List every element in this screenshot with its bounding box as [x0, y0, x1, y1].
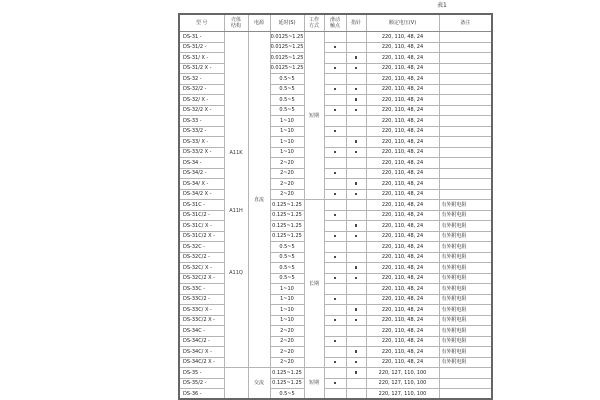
delay-cell: 2~20 — [270, 189, 304, 200]
pointer-marker — [355, 140, 358, 143]
delay-cell: 1~10 — [270, 126, 304, 137]
remark-cell: 有外附电阻 — [439, 252, 492, 263]
remark-cell: 有外附电阻 — [439, 357, 492, 368]
work-mode-cell: 长期 — [304, 200, 324, 368]
sliding-contact-marker — [334, 214, 337, 217]
voltage-cell: 220, 110, 48, 24 — [366, 53, 439, 64]
case-structure-label: A11Q — [229, 270, 243, 276]
voltage-cell: 220, 110, 48, 24 — [366, 63, 439, 74]
model-cell: DS-34C/ X - — [179, 347, 224, 358]
sliding-contact-cell — [324, 273, 346, 284]
header-rated-voltage: 额定电压(V) — [366, 14, 439, 32]
sliding-contact-cell — [324, 378, 346, 389]
sliding-contact-marker — [334, 67, 337, 70]
sliding-contact-cell — [324, 126, 346, 137]
pointer-cell — [346, 126, 366, 137]
sliding-contact-cell — [324, 326, 346, 337]
sliding-contact-cell — [324, 74, 346, 85]
model-cell: DS-35/2 - — [179, 378, 224, 389]
sliding-contact-marker — [334, 340, 337, 343]
pointer-cell — [346, 147, 366, 158]
model-cell: DS-31C/2 X - — [179, 231, 224, 242]
voltage-cell: 220, 110, 48, 24 — [366, 210, 439, 221]
voltage-cell: 220, 127, 110, 100 — [366, 378, 439, 389]
sliding-contact-marker — [334, 46, 337, 49]
sliding-contact-cell — [324, 221, 346, 232]
pointer-cell — [346, 53, 366, 64]
voltage-cell: 220, 110, 48, 24 — [366, 32, 439, 43]
model-cell: DS-31C - — [179, 200, 224, 211]
remark-cell: 有外附电阻 — [439, 200, 492, 211]
remark-cell — [439, 368, 492, 379]
pointer-cell — [346, 137, 366, 148]
remark-cell — [439, 378, 492, 389]
pointer-cell — [346, 389, 366, 400]
delay-cell: 1~10 — [270, 147, 304, 158]
delay-cell: 0.5~5 — [270, 105, 304, 116]
model-cell: DS-34C/2 X - — [179, 357, 224, 368]
pointer-marker — [355, 182, 358, 185]
pointer-cell — [346, 284, 366, 295]
model-cell: DS-33/2 X - — [179, 147, 224, 158]
delay-cell: 1~10 — [270, 137, 304, 148]
sliding-contact-cell — [324, 315, 346, 326]
voltage-cell: 220, 110, 48, 24 — [366, 74, 439, 85]
delay-cell: 2~20 — [270, 347, 304, 358]
voltage-cell: 220, 110, 48, 24 — [366, 95, 439, 106]
model-cell: DS-32C - — [179, 242, 224, 253]
pointer-marker — [355, 277, 358, 280]
work-mode-cell: 短期 — [304, 32, 324, 200]
remark-cell — [439, 74, 492, 85]
header-case-structure: 壳体 结构 — [224, 14, 248, 32]
sliding-contact-cell — [324, 263, 346, 274]
voltage-cell: 220, 110, 48, 24 — [366, 347, 439, 358]
delay-cell: 0.0125~1.25 — [270, 63, 304, 74]
pointer-cell — [346, 105, 366, 116]
voltage-cell: 220, 110, 48, 24 — [366, 252, 439, 263]
remark-cell — [439, 189, 492, 200]
sliding-contact-cell — [324, 116, 346, 127]
delay-cell: 0.5~5 — [270, 84, 304, 95]
voltage-cell: 220, 110, 48, 24 — [366, 137, 439, 148]
model-cell: DS-31 - — [179, 32, 224, 43]
remark-cell: 有外附电阻 — [439, 326, 492, 337]
remark-cell — [439, 105, 492, 116]
model-cell: DS-32 - — [179, 74, 224, 85]
sliding-contact-marker — [334, 382, 337, 385]
model-cell: DS-32C/ X - — [179, 263, 224, 274]
header-remarks: 备注 — [439, 14, 492, 32]
remark-cell — [439, 53, 492, 64]
sliding-contact-cell — [324, 231, 346, 242]
table-header — [179, 14, 492, 32]
pointer-cell — [346, 179, 366, 190]
model-cell: DS-33C/ X - — [179, 305, 224, 316]
model-cell: DS-31/2 - — [179, 42, 224, 53]
voltage-cell: 220, 110, 48, 24 — [366, 179, 439, 190]
sliding-contact-marker — [334, 235, 337, 238]
voltage-cell: 220, 110, 48, 24 — [366, 42, 439, 53]
sliding-contact-cell — [324, 336, 346, 347]
delay-cell: 1~10 — [270, 294, 304, 305]
sliding-contact-cell — [324, 168, 346, 179]
pointer-cell — [346, 84, 366, 95]
remark-cell — [439, 389, 492, 400]
pointer-cell — [346, 263, 366, 274]
voltage-cell: 220, 110, 48, 24 — [366, 305, 439, 316]
remark-cell — [439, 95, 492, 106]
sliding-contact-cell — [324, 158, 346, 169]
pointer-cell — [346, 95, 366, 106]
pointer-marker — [355, 56, 358, 59]
pointer-marker — [355, 88, 358, 91]
model-cell: DS-33C/2 - — [179, 294, 224, 305]
pointer-cell — [346, 368, 366, 379]
power-cell: 直流 — [248, 32, 270, 368]
voltage-cell: 220, 110, 48, 24 — [366, 263, 439, 274]
delay-cell: 0.125~1.25 — [270, 221, 304, 232]
remark-cell: 有外附电阻 — [439, 242, 492, 253]
pointer-cell — [346, 32, 366, 43]
model-cell: DS-32C/2 X - — [179, 273, 224, 284]
sliding-contact-marker — [334, 298, 337, 301]
pointer-marker — [355, 361, 358, 364]
voltage-cell: 220, 110, 48, 24 — [366, 231, 439, 242]
delay-cell: 2~20 — [270, 158, 304, 169]
delay-cell: 0.125~1.25 — [270, 378, 304, 389]
voltage-cell: 220, 110, 48, 24 — [366, 221, 439, 232]
pointer-cell — [346, 242, 366, 253]
sliding-contact-marker — [334, 193, 337, 196]
remark-cell — [439, 42, 492, 53]
sliding-contact-cell — [324, 368, 346, 379]
delay-cell: 0.5~5 — [270, 95, 304, 106]
remark-cell: 有外附电阻 — [439, 284, 492, 295]
delay-cell: 2~20 — [270, 357, 304, 368]
delay-cell: 0.5~5 — [270, 263, 304, 274]
header-delay: 延时(S) — [270, 14, 304, 32]
pointer-cell — [346, 273, 366, 284]
pointer-marker — [355, 308, 358, 311]
pointer-cell — [346, 252, 366, 263]
model-cell: DS-34/2 X - — [179, 189, 224, 200]
delay-cell: 0.0125~1.25 — [270, 53, 304, 64]
delay-cell: 0.5~5 — [270, 252, 304, 263]
remark-cell — [439, 63, 492, 74]
pointer-cell — [346, 336, 366, 347]
header-work-mode: 工作 方式 — [304, 14, 324, 32]
pointer-cell — [346, 378, 366, 389]
pointer-cell — [346, 200, 366, 211]
model-cell: DS-34/2 - — [179, 168, 224, 179]
sliding-contact-cell — [324, 84, 346, 95]
pointer-cell — [346, 294, 366, 305]
remark-cell: 有外附电阻 — [439, 273, 492, 284]
sliding-contact-cell — [324, 347, 346, 358]
header-sliding-contact: 滑动 触点 — [324, 14, 346, 32]
delay-cell: 1~10 — [270, 305, 304, 316]
sliding-contact-marker — [334, 130, 337, 133]
model-cell: DS-33C/2 X - — [179, 315, 224, 326]
delay-cell: 0.5~5 — [270, 74, 304, 85]
sliding-contact-cell — [324, 147, 346, 158]
voltage-cell: 220, 110, 48, 24 — [366, 326, 439, 337]
pointer-cell — [346, 305, 366, 316]
model-cell: DS-34 - — [179, 158, 224, 169]
voltage-cell: 220, 110, 48, 24 — [366, 357, 439, 368]
voltage-cell: 220, 110, 48, 24 — [366, 315, 439, 326]
voltage-cell: 220, 110, 48, 24 — [366, 284, 439, 295]
voltage-cell: 220, 110, 48, 24 — [366, 273, 439, 284]
voltage-cell: 220, 110, 48, 24 — [366, 242, 439, 253]
sliding-contact-cell — [324, 179, 346, 190]
voltage-cell: 220, 110, 48, 24 — [366, 116, 439, 127]
sliding-contact-marker — [334, 319, 337, 322]
sliding-contact-marker — [334, 109, 337, 112]
model-cell: DS-34/ X - — [179, 179, 224, 190]
case-structure-label: A11K — [229, 150, 243, 156]
model-cell: DS-33/2 - — [179, 126, 224, 137]
remark-cell: 有外附电阻 — [439, 221, 492, 232]
pointer-marker — [355, 319, 358, 322]
voltage-cell: 220, 110, 48, 24 — [366, 336, 439, 347]
voltage-cell: 220, 110, 48, 24 — [366, 168, 439, 179]
delay-cell: 0.125~1.25 — [270, 200, 304, 211]
delay-cell: 0.5~5 — [270, 389, 304, 400]
voltage-cell: 220, 110, 48, 24 — [366, 105, 439, 116]
voltage-cell: 220, 110, 48, 24 — [366, 294, 439, 305]
model-cell: DS-32/ X - — [179, 95, 224, 106]
model-cell: DS-31/2 X - — [179, 63, 224, 74]
pointer-cell — [346, 326, 366, 337]
remark-cell — [439, 126, 492, 137]
voltage-cell: 220, 127, 110, 100 — [366, 368, 439, 379]
pointer-marker — [355, 67, 358, 70]
sliding-contact-cell — [324, 189, 346, 200]
delay-cell: 2~20 — [270, 336, 304, 347]
remark-cell — [439, 84, 492, 95]
voltage-cell: 220, 110, 48, 24 — [366, 126, 439, 137]
model-cell: DS-33 - — [179, 116, 224, 127]
delay-cell: 2~20 — [270, 168, 304, 179]
pointer-cell — [346, 347, 366, 358]
sliding-contact-marker — [334, 277, 337, 280]
remark-cell: 有外附电阻 — [439, 231, 492, 242]
remark-cell: 有外附电阻 — [439, 305, 492, 316]
sliding-contact-cell — [324, 284, 346, 295]
delay-cell: 0.5~5 — [270, 273, 304, 284]
pointer-marker — [355, 266, 358, 269]
sliding-contact-cell — [324, 200, 346, 211]
delay-cell: 0.125~1.25 — [270, 368, 304, 379]
delay-cell: 0.0125~1.25 — [270, 42, 304, 53]
pointer-cell — [346, 158, 366, 169]
pointer-marker — [355, 224, 358, 227]
pointer-marker — [355, 109, 358, 112]
sliding-contact-marker — [334, 361, 337, 364]
voltage-cell: 220, 127, 110, 100 — [366, 389, 439, 400]
model-cell: DS-33C - — [179, 284, 224, 295]
table-row — [179, 368, 492, 379]
sliding-contact-cell — [324, 95, 346, 106]
table-body — [179, 32, 492, 400]
model-cell: DS-36 - — [179, 389, 224, 400]
model-cell: DS-31C/2 - — [179, 210, 224, 221]
model-cell: DS-34C/2 - — [179, 336, 224, 347]
power-cell: 交流 — [248, 368, 270, 400]
model-cell: DS-31C/ X - — [179, 221, 224, 232]
table-row — [179, 32, 492, 43]
remark-cell — [439, 179, 492, 190]
pointer-marker — [355, 193, 358, 196]
remark-cell — [439, 137, 492, 148]
pointer-cell — [346, 42, 366, 53]
sliding-contact-cell — [324, 53, 346, 64]
pointer-cell — [346, 357, 366, 368]
voltage-cell: 220, 110, 48, 24 — [366, 200, 439, 211]
delay-cell: 0.125~1.25 — [270, 231, 304, 242]
sliding-contact-cell — [324, 242, 346, 253]
sliding-contact-cell — [324, 42, 346, 53]
header-model: 型 号 — [179, 14, 224, 32]
delay-cell: 0.5~5 — [270, 242, 304, 253]
header-power: 电源 — [248, 14, 270, 32]
remark-cell — [439, 32, 492, 43]
sliding-contact-marker — [334, 172, 337, 175]
model-cell: DS-35 - — [179, 368, 224, 379]
case-structure-cell — [224, 368, 248, 400]
remark-cell: 有外附电阻 — [439, 315, 492, 326]
remark-cell: 有外附电阻 — [439, 263, 492, 274]
remark-cell — [439, 168, 492, 179]
case-structure-cell — [224, 32, 248, 368]
pointer-cell — [346, 116, 366, 127]
voltage-cell: 220, 110, 48, 24 — [366, 147, 439, 158]
delay-cell: 1~10 — [270, 116, 304, 127]
pointer-marker — [355, 371, 358, 374]
sliding-contact-cell — [324, 305, 346, 316]
voltage-cell: 220, 110, 48, 24 — [366, 84, 439, 95]
work-mode-cell: 短期 — [304, 368, 324, 400]
remark-cell: 有外附电阻 — [439, 347, 492, 358]
voltage-cell: 220, 110, 48, 24 — [366, 189, 439, 200]
model-cell: DS-32/2 X - — [179, 105, 224, 116]
pointer-marker — [355, 235, 358, 238]
pointer-cell — [346, 63, 366, 74]
sliding-contact-marker — [334, 256, 337, 259]
sliding-contact-cell — [324, 137, 346, 148]
delay-cell: 0.0125~1.25 — [270, 32, 304, 43]
sliding-contact-cell — [324, 32, 346, 43]
remark-cell: 有外附电阻 — [439, 210, 492, 221]
sliding-contact-cell — [324, 252, 346, 263]
header-pointer: 指针 — [346, 14, 366, 32]
case-structure-label: A11H — [229, 208, 243, 214]
sliding-contact-cell — [324, 105, 346, 116]
sliding-contact-marker — [334, 88, 337, 91]
pointer-cell — [346, 315, 366, 326]
pointer-marker — [355, 350, 358, 353]
delay-cell: 1~10 — [270, 284, 304, 295]
pointer-cell — [346, 221, 366, 232]
remark-cell: 有外附电阻 — [439, 336, 492, 347]
voltage-cell: 220, 110, 48, 24 — [366, 158, 439, 169]
model-cell: DS-32/2 - — [179, 84, 224, 95]
pointer-marker — [355, 98, 358, 101]
relay-spec-table — [178, 13, 493, 400]
pointer-cell — [346, 168, 366, 179]
model-cell: DS-31/ X - — [179, 53, 224, 64]
remark-cell — [439, 147, 492, 158]
sliding-contact-cell — [324, 63, 346, 74]
pointer-cell — [346, 231, 366, 242]
remark-cell — [439, 116, 492, 127]
delay-cell: 1~10 — [270, 315, 304, 326]
sliding-contact-cell — [324, 357, 346, 368]
model-cell: DS-33/ X - — [179, 137, 224, 148]
table-number-label: 表1 — [437, 2, 447, 9]
delay-cell: 2~20 — [270, 326, 304, 337]
pointer-cell — [346, 210, 366, 221]
pointer-cell — [346, 189, 366, 200]
delay-cell: 0.125~1.25 — [270, 210, 304, 221]
pointer-marker — [355, 151, 358, 154]
sliding-contact-cell — [324, 210, 346, 221]
remark-cell: 有外附电阻 — [439, 294, 492, 305]
sliding-contact-cell — [324, 389, 346, 400]
pointer-cell — [346, 74, 366, 85]
model-cell: DS-34C - — [179, 326, 224, 337]
delay-cell: 2~20 — [270, 179, 304, 190]
sliding-contact-marker — [334, 151, 337, 154]
sliding-contact-cell — [324, 294, 346, 305]
model-cell: DS-32C/2 - — [179, 252, 224, 263]
remark-cell — [439, 158, 492, 169]
